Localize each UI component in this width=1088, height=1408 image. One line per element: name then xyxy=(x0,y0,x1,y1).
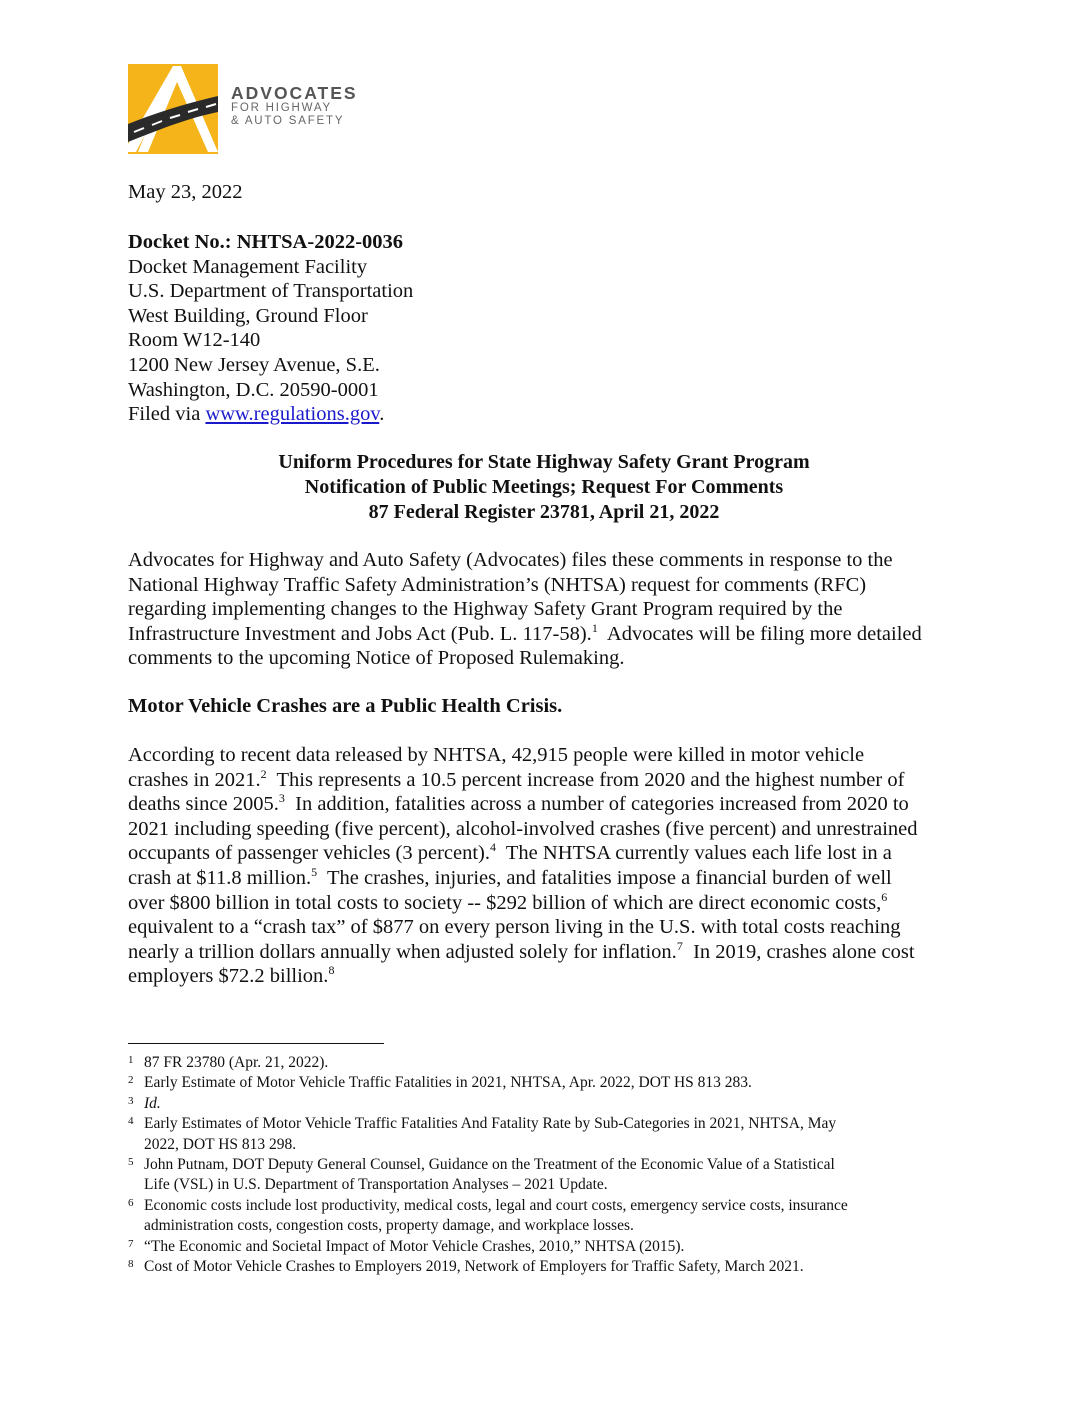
title-line-1: Uniform Procedures for State Highway Safety Grant Program xyxy=(278,451,810,473)
paragraph-line xyxy=(128,841,962,866)
paragraph-line xyxy=(128,866,962,891)
filed-via-prefix: Filed via xyxy=(128,403,206,426)
footnote-text: 87 FR 23780 (Apr. 21, 2022). xyxy=(144,1054,329,1071)
logo-line-2: FOR HIGHWAY xyxy=(231,102,332,114)
footnote xyxy=(128,1196,968,1237)
crisis-paragraph xyxy=(128,743,962,989)
docket-number: Docket No.: NHTSA-2022-0036 xyxy=(128,231,404,253)
paragraph-line: regarding implementing changes to the Highway Safety Grant Program required by the xyxy=(128,598,843,621)
footnote-text: Economic costs include lost productivity, medical costs, legal and court costs, emergency service costs, insurance xyxy=(144,1196,848,1214)
title-line-2: Notification of Public Meetings; Request For Comments xyxy=(304,476,784,498)
text-span: Advocates will be filing more detailed xyxy=(597,622,922,645)
letter-date: May 23, 2022 xyxy=(128,181,243,203)
footnotes xyxy=(128,1053,968,1277)
logo-line-1: ADVOCATES xyxy=(231,83,358,103)
paragraph-line xyxy=(128,940,962,965)
footnote xyxy=(128,1237,968,1257)
footnote-ref[interactable]: 7 xyxy=(676,938,683,953)
text-span: crash at $11.8 million. xyxy=(128,866,312,889)
footnote-number: 4 xyxy=(128,1115,134,1128)
text-span: deaths since 2005. xyxy=(128,793,279,816)
footnote-text: Life (VSL) in U.S. Department of Transportation Analyses – 2021 Update. xyxy=(144,1176,608,1194)
advocates-logo xyxy=(128,64,358,156)
footnote-number: 1 xyxy=(128,1054,134,1066)
logo-road-a-icon xyxy=(128,64,218,154)
footnote xyxy=(128,1053,968,1073)
paragraph-line: 2021 including speeding (five percent), alcohol-involved crashes (five percent) and unrestrained xyxy=(128,817,918,840)
paragraph-line: equivalent to a “crash tax” of $877 on every person living in the U.S. with total costs reaching xyxy=(128,916,901,939)
intro-paragraph xyxy=(128,548,962,671)
footnote-text: 2022, DOT HS 813 298. xyxy=(144,1135,297,1153)
text-span: nearly a trillion dollars annually when adjusted solely for inflation. xyxy=(128,940,677,963)
footnote-number: 5 xyxy=(128,1156,134,1169)
text-span: This represents a 10.5 percent increase from 2020 and the highest number of xyxy=(266,768,905,791)
address-line: 1200 New Jersey Avenue, S.E. xyxy=(128,353,380,376)
footnote xyxy=(128,1073,968,1093)
footnote-text: administration costs, congestion costs, property damage, and workplace losses. xyxy=(144,1217,634,1235)
paragraph-line xyxy=(128,622,962,647)
text-span: over $800 billion in total costs to society -- $292 billion of which are direct economic costs, xyxy=(128,891,882,914)
paragraph-line: Advocates for Highway and Auto Safety (Advocates) files these comments in response to the xyxy=(128,549,893,571)
section-heading: Motor Vehicle Crashes are a Public Health Crisis. xyxy=(128,695,563,717)
regulations-gov-link[interactable]: www.regulations.gov xyxy=(205,403,380,426)
address-line: Docket Management Facility xyxy=(128,255,368,278)
footnote-number: 7 xyxy=(128,1237,134,1250)
address-line: Washington, D.C. 20590-0001 xyxy=(128,378,379,401)
footnote-ref[interactable]: 2 xyxy=(260,766,267,781)
logo-wordmark xyxy=(231,84,358,128)
text-span: In addition, fatalities across a number of categories increased from 2020 to xyxy=(284,793,909,816)
footnote xyxy=(128,1155,968,1196)
paragraph-line xyxy=(128,964,962,989)
footnote-text: Cost of Motor Vehicle Crashes to Employers 2019, Network of Employers for Traffic Safety, March 2021. xyxy=(144,1258,804,1276)
footnote-text: Early Estimates of Motor Vehicle Traffic Fatalities And Fatality Rate by Sub-Categories in 2021, NHTSA, May xyxy=(144,1115,837,1133)
paragraph-line xyxy=(128,768,962,793)
footnote-ref[interactable]: 6 xyxy=(881,889,888,904)
footnote-text: John Putnam, DOT Deputy General Counsel, Guidance on the Treatment of the Economic Value of a Statistical xyxy=(144,1156,835,1174)
footnote xyxy=(128,1114,968,1155)
footnote-ref[interactable]: 3 xyxy=(278,791,285,806)
footnote-ref[interactable]: 4 xyxy=(490,840,497,855)
text-span: crashes in 2021. xyxy=(128,768,261,791)
paragraph-line xyxy=(128,891,962,916)
paragraph-line: National Highway Traffic Safety Administration’s (NHTSA) request for comments (RFC) xyxy=(128,573,867,596)
address-block xyxy=(128,230,413,427)
address-line: U.S. Department of Transportation xyxy=(128,280,414,303)
text-span: The crashes, injuries, and fatalities impose a financial burden of well xyxy=(317,866,892,889)
footnote-text: Early Estimate of Motor Vehicle Traffic Fatalities in 2021, NHTSA, Apr. 2022, DOT HS 813 283. xyxy=(144,1074,752,1092)
text-span: The NHTSA currently values each life lost in a xyxy=(496,842,892,865)
footnote-number: 2 xyxy=(128,1074,134,1087)
text-span: Infrastructure Investment and Jobs Act (Pub. L. 117-58). xyxy=(128,622,592,645)
footnote-divider xyxy=(128,1043,384,1044)
footnote xyxy=(128,1094,968,1114)
footnote-ref[interactable]: 8 xyxy=(328,963,335,978)
footnote xyxy=(128,1257,968,1277)
footnote-number: 3 xyxy=(128,1094,134,1107)
address-line: West Building, Ground Floor xyxy=(128,304,368,327)
logo-line-3: & AUTO SAFETY xyxy=(231,115,345,127)
paragraph-line: According to recent data released by NHTSA, 42,915 people were killed in motor vehicle xyxy=(128,744,865,766)
title-line-3: 87 Federal Register 23781, April 21, 2022 xyxy=(368,501,720,523)
footnote-ref[interactable]: 1 xyxy=(591,620,598,635)
footnote-text: Id. xyxy=(144,1094,161,1112)
footnote-ref[interactable]: 5 xyxy=(311,864,318,879)
document-title xyxy=(128,450,960,525)
filed-via-line xyxy=(128,402,413,427)
filed-via-suffix: . xyxy=(379,403,385,426)
footnote-text: “The Economic and Societal Impact of Motor Vehicle Crashes, 2010,” NHTSA (2015). xyxy=(144,1237,685,1255)
text-span: occupants of passenger vehicles (3 percent). xyxy=(128,842,491,865)
text-span: In 2019, crashes alone cost xyxy=(682,940,915,963)
paragraph-line xyxy=(128,792,962,817)
paragraph-line: comments to the upcoming Notice of Proposed Rulemaking. xyxy=(128,647,625,670)
footnote-number: 8 xyxy=(128,1258,134,1271)
text-span: employers $72.2 billion. xyxy=(128,965,329,988)
address-line: Room W12-140 xyxy=(128,329,261,352)
footnote-number: 6 xyxy=(128,1196,134,1209)
